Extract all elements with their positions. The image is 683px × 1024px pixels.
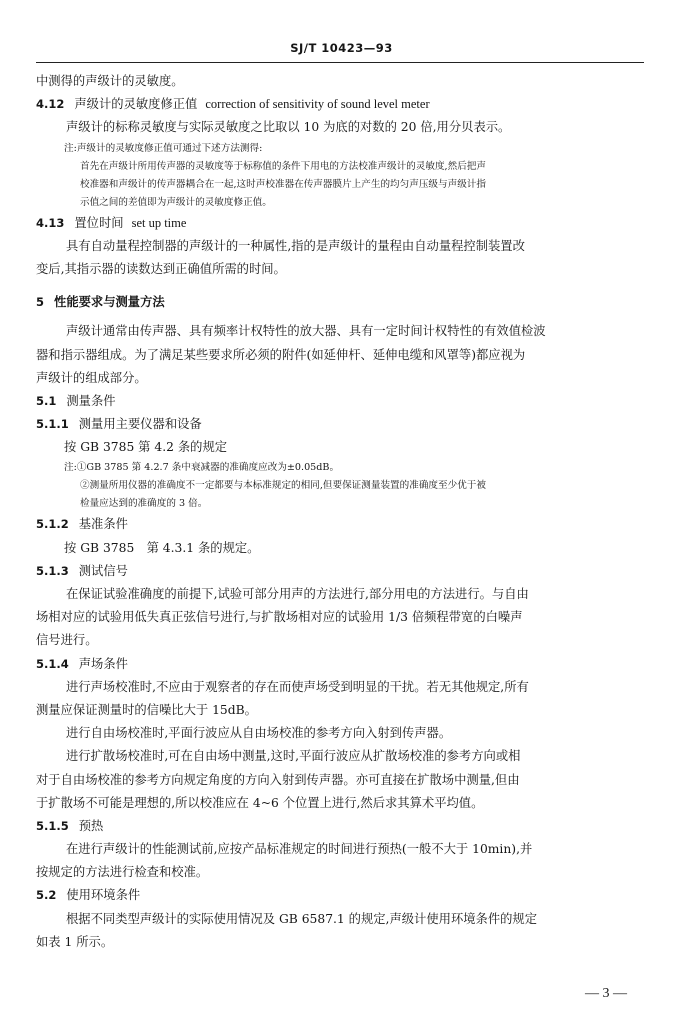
body-line: 变后,其指示器的读数达到正确值所需的时间。 (36, 261, 286, 276)
section-number: 5.2 (36, 888, 57, 903)
section-title: 使用环境条件 (66, 888, 141, 903)
section-title: 置位时间 (74, 215, 124, 230)
section-heading-5-1 (36, 390, 644, 413)
section-title: 声级计的灵敏度修正值 (74, 97, 198, 112)
section-number: 4.13 (36, 215, 65, 230)
body-line: 进行声场校准时,不应由于观察者的存在而使声场受到明显的干扰。若无其他规定,所有 (66, 679, 529, 694)
section-title-english: set up time (131, 215, 187, 230)
section-number: 5.1.2 (36, 517, 69, 532)
section-title-english: correction of sensitivity of sound level meter (205, 97, 430, 112)
section-heading-5 (36, 291, 644, 314)
section-number: 5 (36, 295, 45, 310)
body-line: 在进行声级计的性能测试前,应按产品标准规定的时间进行预热(一般不大于 10min),并 (66, 842, 533, 857)
body-line: 声级计的组成部分。 (36, 370, 147, 385)
body-line: 如表 1 所示。 (36, 934, 114, 949)
body-line: 具有自动量程控制器的声级计的一种属性,指的是声级计的量程由自动量程控制装置改 (66, 238, 525, 253)
section-title: 测量条件 (66, 393, 116, 408)
section-title: 基准条件 (78, 517, 128, 532)
section-number: 4.12 (36, 97, 65, 112)
note-line: 校准器和声级计的传声器耦合在一起,这时声校准器在传声器膜片上产生的均匀声压级与声级计指 (80, 178, 486, 190)
section-title: 测试信号 (78, 563, 128, 578)
body-line: 测量应保证测量时的信噪比大于 15dB。 (36, 702, 257, 717)
section-title: 声场条件 (78, 656, 128, 671)
header-rule (36, 62, 644, 63)
note-line: 示值之间的差值即为声级计的灵敏度修正值。 (80, 196, 272, 208)
page-number: — 3 — (585, 986, 627, 1001)
body-line: 在保证试验准确度的前提下,试验可部分用声的方法进行,部分用电的方法进行。与自由 (66, 587, 529, 601)
body-line: 按 GB 3785 第 4.3.1 条的规定。 (64, 540, 260, 555)
body-line: 器和指示器组成。为了满足某些要求所必须的附件(如延伸杆、延伸电缆和风罩等)都应视为 (36, 347, 526, 362)
section-heading-4-12 (36, 93, 644, 116)
note-line: 检量应达到的准确度的 3 倍。 (80, 498, 208, 510)
section-heading-5-1-4 (36, 653, 644, 676)
section-title: 预热 (78, 818, 104, 833)
body-line: 信号进行。 (36, 633, 98, 648)
body-line: 场相对应的试验用低失真正弦信号进行,与扩散场相对应的试验用 1/3 倍频程带宽的白噪声 (36, 610, 523, 625)
section-heading-5-1-2 (36, 513, 644, 536)
section-number: 5.1.3 (36, 563, 69, 578)
section-heading-5-1-1 (36, 413, 644, 436)
section-heading-5-2 (36, 884, 644, 907)
body-line: 于扩散场不可能是理想的,所以校准应在 4~6 个位置上进行,然后求其算术平均值。 (36, 795, 484, 810)
section-heading-5-1-5 (36, 815, 644, 838)
note-line: 注:①GB 3785 第 4.2.7 条中衰减器的准确度应改为±0.05dB。 (64, 462, 340, 474)
section-title: 性能要求与测量方法 (54, 295, 165, 310)
body-line: 声级计的标称灵敏度与实际灵敏度之比取以 10 为底的对数的 20 倍,用分贝表示。 (66, 120, 511, 135)
section-heading-4-13 (36, 212, 644, 235)
note-line: 首先在声级计所用传声器的灵敏度等于标称值的条件下用电的方法校准声级计的灵敏度,然后把声 (80, 160, 486, 172)
section-number: 5.1.1 (36, 417, 69, 432)
note-line: ②测量所用仪器的准确度不一定都要与本标准规定的相同,但要保证测量装置的准确度至少优于被 (80, 480, 486, 492)
section-title: 测量用主要仪器和设备 (78, 417, 202, 432)
section-number: 5.1.5 (36, 818, 69, 833)
section-heading-5-1-3 (36, 560, 644, 583)
page-content (36, 70, 644, 954)
body-line: 进行扩散场校准时,可在自由场中测量,这时,平面行波应从扩散场校准的参考方向或相 (66, 749, 521, 764)
standard-code: SJ/T 10423—93 (290, 41, 393, 55)
section-number: 5.1 (36, 393, 57, 408)
section-number: 5.1.4 (36, 656, 69, 671)
body-line: 根据不同类型声级计的实际使用情况及 GB 6587.1 的规定,声级计使用环境条件的规定 (66, 911, 538, 926)
body-line: 按 GB 3785 第 4.2 条的规定 (64, 440, 228, 455)
body-line: 中测得的声级计的灵敏度。 (36, 74, 184, 88)
body-line: 声级计通常由传声器、具有频率计权特性的放大器、具有一定时间计权特性的有效值检波 (66, 324, 546, 339)
body-line: 对于自由场校准的参考方向规定角度的方向入射到传声器。亦可直接在扩散场中测量,但由 (36, 772, 520, 787)
body-line: 按规定的方法进行检查和校准。 (36, 865, 209, 880)
body-line: 进行自由场校准时,平面行波应从自由场校准的参考方向入射到传声器。 (66, 726, 452, 741)
note-line: 注:声级计的灵敏度修正值可通过下述方法测得: (64, 142, 263, 154)
